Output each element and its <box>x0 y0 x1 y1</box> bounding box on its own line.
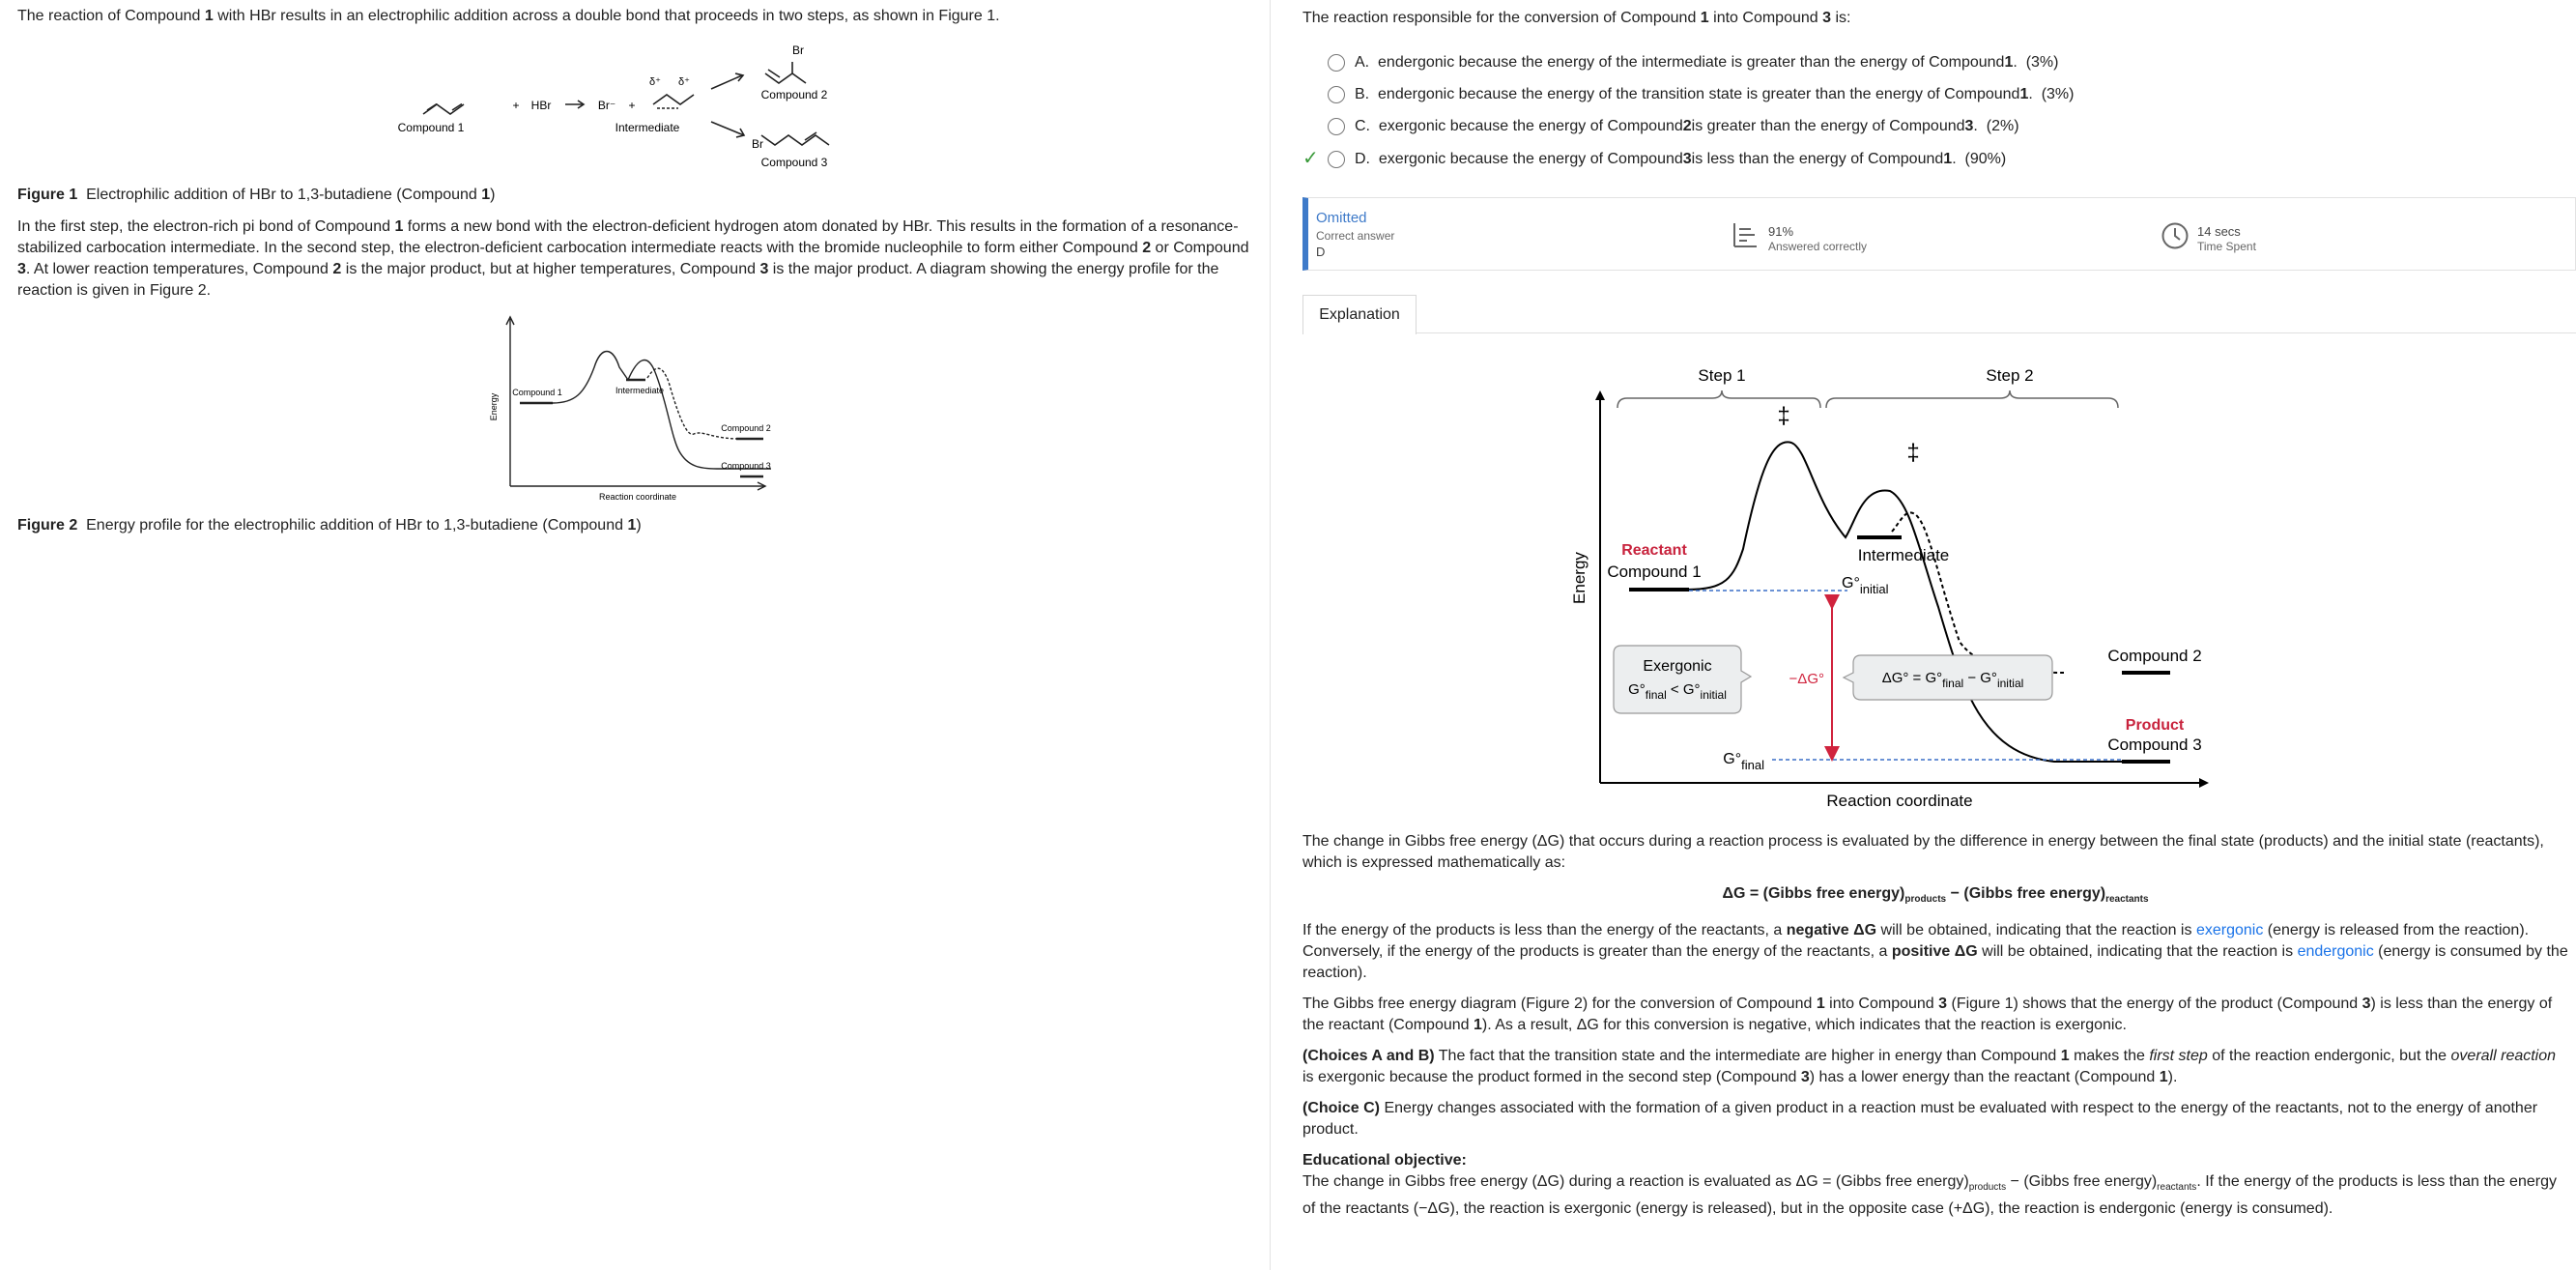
figure1-partial-charge-1: δ⁺ <box>649 76 661 88</box>
x-axis-label: Reaction coordinate <box>1826 792 1973 810</box>
choice-d[interactable] <box>1328 145 2006 174</box>
choice-a-end: . <box>2013 54 2018 71</box>
tab-explanation[interactable]: Explanation <box>1302 295 1417 334</box>
step2-label: Step 2 <box>1986 366 2034 385</box>
left-pane[interactable] <box>0 0 1271 1270</box>
figure1-compound2-label: Compound 2 <box>760 88 828 101</box>
figure2-x-label: Reaction coordinate <box>598 492 677 502</box>
answer-stats-bar <box>1302 197 2576 271</box>
exergonic-link[interactable]: exergonic <box>2195 922 2264 939</box>
time-spent-label: Time Spent <box>2197 240 2256 253</box>
transition-state-1: ‡ <box>1777 403 1790 429</box>
correct-answer-label: Correct answer <box>1316 229 1395 243</box>
gibbs-equation: ΔG = (Gibbs free $energy)_{products}$ − (Gibbs free $energy)_{reactants}$ <box>1722 885 2149 906</box>
figure2-y-label: Energy <box>489 392 499 421</box>
choice-c-bold: 2 <box>1682 118 1692 134</box>
tab-divider <box>1302 332 2576 333</box>
exergonic-callout <box>1614 646 1751 713</box>
figure1-br-top: Br <box>792 43 804 57</box>
figure1-compound3-label: Compound 3 <box>760 156 828 169</box>
g-initial-label: $G^\circ_{initial}$ <box>1842 575 1889 596</box>
delta-g-equation: $\Delta G^\circ = G^\circ_{final} - G^\circ_{initial}$ <box>1881 670 2024 690</box>
choice-b-text: endergonic because the energy of the transition state is greater than the energy of Compound <box>1378 86 2020 102</box>
energy-curve-solid <box>1687 442 2170 762</box>
explanation-paragraph-3: The Gibbs free energy diagram (Figure 2) for the conversion of Compound 1 into Compound 3 (Figure 1) shows that the energy of the product (Compound 3) is less than the energy of the reactant (Compound 1). As a result, ΔG for this conversion is negative, which indicates that the reaction is exergonic. <box>1302 996 2553 1034</box>
g-final-label: $G^\circ_{final}$ <box>1723 751 1764 772</box>
choice-c-radio[interactable] <box>1328 118 1345 135</box>
compound3-label: Compound 3 <box>2107 736 2202 754</box>
choice-d-bold: 3 <box>1682 151 1692 167</box>
choice-b-end: . <box>2028 86 2033 102</box>
choice-d-percent: (90%) <box>1964 151 2007 167</box>
figure2-compound2-label: Compound 2 <box>721 423 771 433</box>
choice-a-bold: 1 <box>2004 54 2014 71</box>
time-spent: 14 secs <box>2197 224 2241 239</box>
choice-d-end: . <box>1952 151 1957 167</box>
choice-c-bold-2: 3 <box>1964 118 1974 134</box>
choice-b-radio[interactable] <box>1328 86 1345 103</box>
explanation-choices-a-b: (Choices A and B) The fact that the transition state and the intermediate are higher in energy than Compound 1 makes the first step of the reaction endergonic, but the overall reaction is exergonic because the product formed in the second step (Compound 3) has a lower energy than the reactant (Compound 1). <box>1302 1048 2557 1086</box>
exergonic-label: Exergonic <box>1643 658 1712 675</box>
educational-objective-text: The change in Gibbs free energy (ΔG) during a reaction is evaluated as ΔG = (Gibbs free $energy)_{products}$ − (Gibbs free $energy)_{reactants}$. If the energy of the products is less than the energy of the reactants (−ΔG), the reaction is exergonic (energy is released), but in the opposite case (+ΔG), the reaction is endergonic (energy is consumed). <box>1302 1173 2557 1218</box>
step2-brace <box>1826 390 2118 408</box>
intermediate-label: Intermediate <box>1857 546 1950 564</box>
transition-state-2: ‡ <box>1906 440 1920 466</box>
intro-text: The reaction of Compound 1 with HBr results in an electrophilic addition across a double bond that proceeds in two steps, as shown in Figure 1. <box>17 8 1000 24</box>
correct-check-icon: ✓ <box>1302 148 1319 169</box>
choice-b[interactable] <box>1328 80 2074 109</box>
choice-c-letter: C. <box>1355 118 1370 134</box>
figure1-compound1-label: Compound 1 <box>397 121 465 134</box>
choice-a-text: endergonic because the energy of the intermediate is greater than the energy of Compound <box>1378 54 2005 71</box>
choice-d-radio[interactable] <box>1328 151 1345 168</box>
choice-c-text: exergonic because the energy of Compound <box>1378 118 1683 134</box>
choice-c-mid: is greater than the energy of Compound <box>1691 118 1965 134</box>
choice-c-end: . <box>1973 118 1978 134</box>
educational-objective-title: Educational objective: <box>1302 1152 1467 1169</box>
choice-a-percent: (3%) <box>2025 54 2059 71</box>
figure2-solid-curve <box>553 352 771 470</box>
negative-delta-g-label: −ΔG° <box>1789 671 1824 687</box>
figure-1-caption: Figure 1 Electrophilic addition of HBr to 1,3-butadiene (Compound 1) <box>17 187 496 203</box>
bar-chart-icon <box>1732 221 1759 248</box>
figure1-bromide: Br⁻ <box>597 99 616 112</box>
figure2-compound1-label: Compound 1 <box>512 388 562 397</box>
figure-2-energy-profile <box>483 314 792 507</box>
explanation-paragraph-1: The change in Gibbs free energy (ΔG) that occurs during a reaction process is evaluated by the difference in energy between the final state (products) and the initial state (reactants), which is expressed mathematically as: <box>1302 833 2544 871</box>
choice-b-percent: (3%) <box>2041 86 2075 102</box>
figure2-intermediate-label: Intermediate <box>615 386 665 395</box>
product-label: Product <box>2125 717 2185 734</box>
compound2-label: Compound 2 <box>2107 647 2202 665</box>
percent-correct-label: Answered correctly <box>1768 240 1868 253</box>
choice-a-letter: A. <box>1355 54 1370 71</box>
explanation-energy-diagram <box>1570 356 2276 820</box>
figure1-hbr: HBr <box>530 99 552 112</box>
omitted-status: Omitted <box>1316 210 1367 226</box>
choice-d-letter: D. <box>1355 151 1370 167</box>
choice-b-bold: 1 <box>2019 86 2029 102</box>
step1-label: Step 1 <box>1698 366 1746 385</box>
explanation-body <box>1302 831 2568 1220</box>
endergonic-link[interactable]: endergonic <box>2297 943 2374 961</box>
choice-a-radio[interactable] <box>1328 54 1345 72</box>
choice-b-letter: B. <box>1355 86 1370 102</box>
correct-answer-value: D <box>1316 245 1326 259</box>
percent-correct: 91% <box>1768 224 1794 239</box>
figure1-plus-sign: + <box>512 99 520 112</box>
figure1-br-bottom: Br <box>752 137 763 151</box>
choice-c[interactable] <box>1328 112 2019 141</box>
choice-d-text: exergonic because the energy of Compound <box>1378 151 1683 167</box>
choice-d-bold-2: 1 <box>1943 151 1953 167</box>
choice-a[interactable] <box>1328 48 2058 77</box>
figure1-partial-charge-2: δ⁺ <box>678 76 690 88</box>
y-axis-label: Energy <box>1570 552 1589 604</box>
exergonic-condition: $G^\circ_{final} < G^\circ_{initial}$ <box>1628 681 1727 702</box>
choice-c-percent: (2%) <box>1986 118 2019 134</box>
explanation-paragraph-2: If the energy of the products is less than the energy of the reactants, a negative ΔG will be obtained, indicating that the reaction is exergonic (energy is released from the reaction). Conversely, if the energy of the products is greater than the energy of the reactants, a positive ΔG will be obtained, indicating that the reaction is endergonic (energy is consumed by the reaction). <box>1302 922 2568 982</box>
question-stem: The reaction responsible for the conversion of Compound 1 into Compound 3 is: <box>1302 10 1851 26</box>
explanation-choice-c: (Choice C) Energy changes associated with the formation of a given product in a reaction must be evaluated with respect to the energy of the reactants, not to the energy of another product. <box>1302 1100 2538 1139</box>
clock-icon <box>2161 221 2190 250</box>
right-pane[interactable] <box>1272 0 2574 1270</box>
reactant-label: Reactant <box>1621 542 1687 559</box>
figure1-intermediate-label: Intermediate <box>615 121 680 134</box>
figure-1-reaction-scheme <box>0 29 1271 184</box>
choice-d-mid: is less than the energy of Compound <box>1691 151 1944 167</box>
reaction-description: In the first step, the electron-rich pi bond of Compound 1 forms a new bond with the electron-deficient hydrogen atom donated by HBr. This results in the formation of a resonance-stabilized carbocation intermediate. In the second step, the electron-deficient carbocation intermediate reacts with the bromide nucleophile to form either Compound 2 or Compound 3. At lower reaction temperatures, Compound 2 is the major product, but at higher temperatures, Compound 3 is the major product. A diagram showing the energy profile for the reaction is given in Figure 2. <box>17 218 1249 299</box>
figure1-plus-sign-2: + <box>628 99 636 112</box>
energy-curve-dashed <box>1892 512 2064 673</box>
figure2-compound3-label: Compound 3 <box>721 461 771 471</box>
figure-2-caption: Figure 2 Energy profile for the electrophilic addition of HBr to 1,3-butadiene (Compound 1) <box>17 517 642 534</box>
compound1-label: Compound 1 <box>1607 563 1702 581</box>
